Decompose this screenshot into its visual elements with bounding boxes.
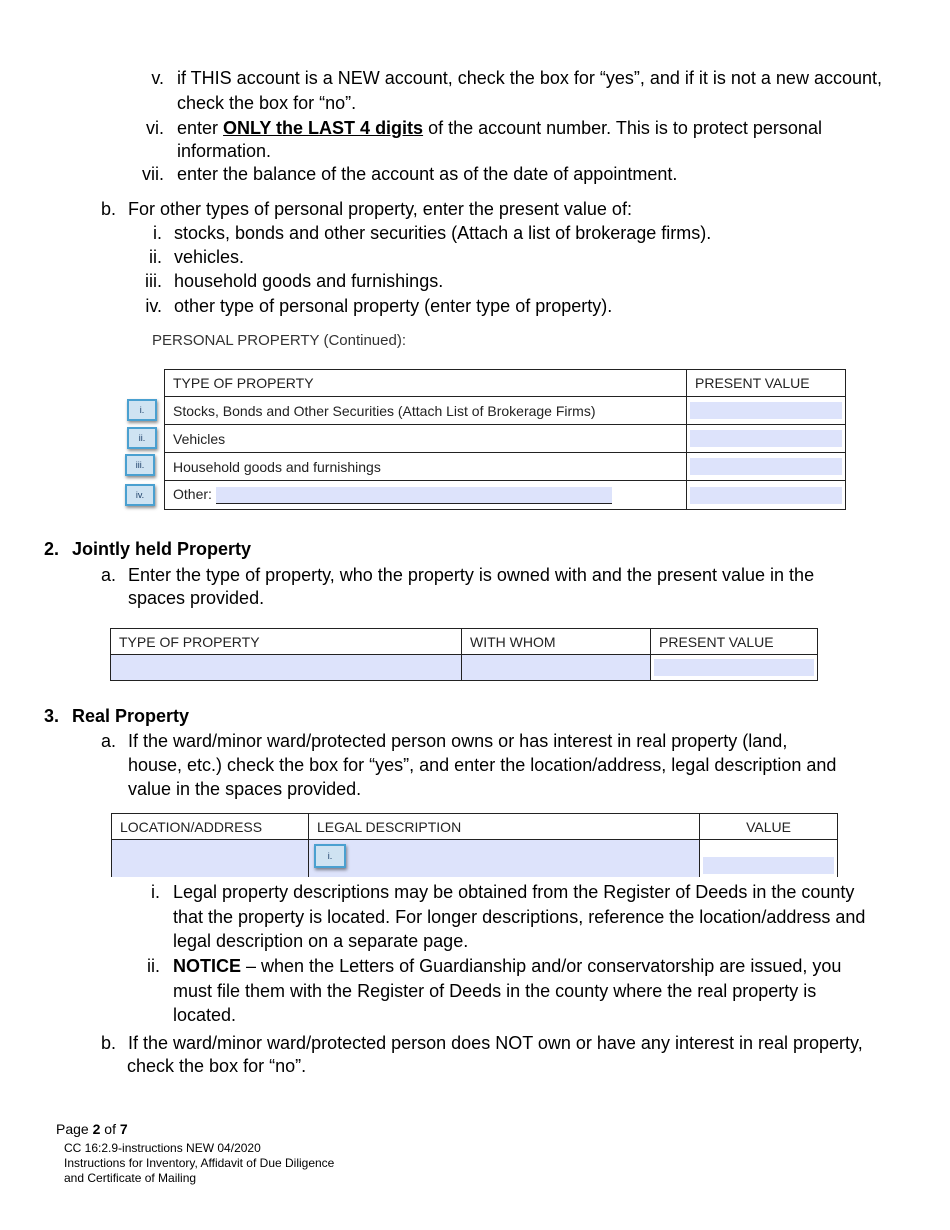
joint-col-whom: WITH WHOM: [462, 629, 651, 655]
section3-b-num: b.: [100, 1033, 116, 1053]
real-col-legal: LEGAL DESCRIPTION: [309, 814, 700, 840]
real-location-input[interactable]: [112, 840, 309, 878]
marker-i-button[interactable]: i.: [127, 399, 157, 421]
personal-row-label: Vehicles: [165, 425, 687, 453]
section-b-item-text: stocks, bonds and other securities (Attach a list of brokerage firms).: [174, 223, 712, 243]
section-b-item-text: household goods and furnishings.: [174, 271, 444, 291]
section3-sub-ii-line2: must file them with the Register of Deeds in the county where the real property is: [173, 981, 817, 1001]
page-current: 2: [92, 1121, 101, 1137]
section2-a-line1: Enter the type of property, who the property is owned with and the present value in the: [128, 565, 815, 585]
personal-value-cell[interactable]: [687, 481, 846, 510]
real-value-cell[interactable]: [700, 840, 838, 878]
personal-row-label: Household goods and furnishings: [165, 453, 687, 481]
personal-value-field[interactable]: [690, 402, 842, 419]
section3-title: Real Property: [72, 706, 190, 726]
list-text-vi-line2: information.: [177, 141, 272, 161]
personal-row-label: Stocks, Bonds and Other Securities (Attach List of Brokerage Firms): [165, 397, 687, 425]
marker-ii-button[interactable]: ii.: [127, 427, 157, 449]
section3-sub-ii-line1: [173, 954, 841, 978]
notice-label: NOTICE: [173, 956, 242, 976]
footer-title-line1: Instructions for Inventory, Affidavit of Due Diligence: [64, 1156, 335, 1170]
section3-sub-i-line2: that the property is located. For longer descriptions, reference the location/address and: [173, 907, 866, 927]
personal-col-type: TYPE OF PROPERTY: [165, 370, 687, 397]
section3-sub-i-line1: Legal property descriptions may be obtained from the Register of Deeds in the county: [173, 882, 855, 902]
joint-type-input[interactable]: [111, 655, 462, 681]
section-b-item-text: other type of personal property (enter type of property).: [174, 296, 613, 316]
personal-value-field[interactable]: [690, 430, 842, 447]
section-b-text: For other types of personal property, enter the present value of:: [128, 199, 632, 219]
personal-value-cell[interactable]: [687, 425, 846, 453]
section-b-item-text: vehicles.: [174, 247, 245, 267]
page-number: [56, 1121, 128, 1137]
list-text-vii: enter the balance of the account as of the date of appointment.: [177, 164, 678, 184]
real-col-location: LOCATION/ADDRESS: [112, 814, 309, 840]
personal-value-cell[interactable]: [687, 453, 846, 481]
section3-a-num: a.: [100, 731, 116, 751]
section3-b-line1: If the ward/minor ward/protected person does NOT own or have any interest in real property,: [128, 1033, 863, 1053]
section-b-num: b.: [100, 199, 116, 219]
joint-value-input[interactable]: [654, 659, 814, 676]
joint-col-value: PRESENT VALUE: [651, 629, 818, 655]
list-text-v-line2: check the box for “no”.: [177, 93, 357, 113]
section2-title: Jointly held Property: [72, 539, 252, 559]
real-legal-input[interactable]: [309, 840, 700, 878]
personal-value-field[interactable]: [690, 487, 842, 504]
section-b-item-num: iii.: [145, 271, 162, 291]
joint-value-cell[interactable]: [651, 655, 818, 681]
list-text-v-line1: if THIS account is a NEW account, check the box for “yes”, and if it is not a new account,: [177, 68, 882, 88]
page-of: of: [100, 1121, 120, 1137]
real-value-input[interactable]: [703, 857, 834, 874]
section2-a-num: a.: [100, 565, 116, 585]
joint-whom-input[interactable]: [462, 655, 651, 681]
personal-row-label: Other:: [173, 486, 212, 503]
list-num-vii: vii.: [142, 164, 164, 184]
list-text-vi-line1: [177, 116, 822, 140]
list-num-v: v.: [151, 68, 164, 88]
section2-a-line2: spaces provided.: [128, 588, 265, 608]
footer-form-id: CC 16:2.9-instructions NEW 04/2020: [64, 1141, 261, 1155]
other-type-input[interactable]: [216, 487, 612, 504]
personal-value-cell[interactable]: [687, 397, 846, 425]
section3-b-line2: check the box for “no”.: [127, 1056, 307, 1076]
personal-value-field[interactable]: [690, 458, 842, 475]
table-cutoff: [110, 682, 818, 688]
marker-iii-button[interactable]: iii.: [125, 454, 155, 476]
personal-col-value: PRESENT VALUE: [687, 370, 846, 397]
list-num-vi: vi.: [146, 118, 164, 138]
section2-num: 2.: [44, 539, 60, 559]
joint-col-type: TYPE OF PROPERTY: [111, 629, 462, 655]
section3-a-line2: house, etc.) check the box for “yes”, and enter the location/address, legal description and: [128, 755, 837, 775]
list-text-vi-post: of the account number. This is to protect personal: [423, 118, 822, 138]
personal-table-caption: PERSONAL PROPERTY (Continued):: [152, 332, 406, 349]
list-text-vi-pre: enter: [177, 118, 224, 138]
notice-text: – when the Letters of Guardianship and/or conservatorship are issued, you: [241, 956, 842, 976]
real-col-value: VALUE: [700, 814, 838, 840]
personal-property-table: [164, 369, 846, 510]
section3-sub-ii-num: ii.: [147, 956, 160, 976]
section-b-item-num: ii.: [149, 247, 162, 267]
section3-num: 3.: [44, 706, 60, 726]
section-b-item-num: iv.: [145, 296, 162, 316]
section3-sub-i-num: i.: [151, 882, 160, 902]
section3-a-line1: If the ward/minor ward/protected person owns or has interest in real property (land,: [128, 731, 788, 751]
section3-sub-i-line3: legal description on a separate page.: [173, 931, 469, 951]
real-property-table: [111, 813, 838, 878]
personal-row-other: [165, 481, 687, 510]
footer-title-line2: and Certificate of Mailing: [64, 1171, 197, 1185]
list-text-vi-bold: ONLY the LAST 4 digits: [223, 118, 424, 138]
marker-legal-i-button[interactable]: i.: [314, 844, 346, 868]
section-b-item-num: i.: [153, 223, 162, 243]
section3-a-line3: value in the spaces provided.: [128, 779, 362, 799]
joint-property-table: [110, 628, 818, 681]
marker-iv-button[interactable]: iv.: [125, 484, 155, 506]
section3-sub-ii-line3: located.: [173, 1005, 237, 1025]
page-prefix: Page: [56, 1121, 93, 1137]
page-total: 7: [119, 1121, 128, 1137]
